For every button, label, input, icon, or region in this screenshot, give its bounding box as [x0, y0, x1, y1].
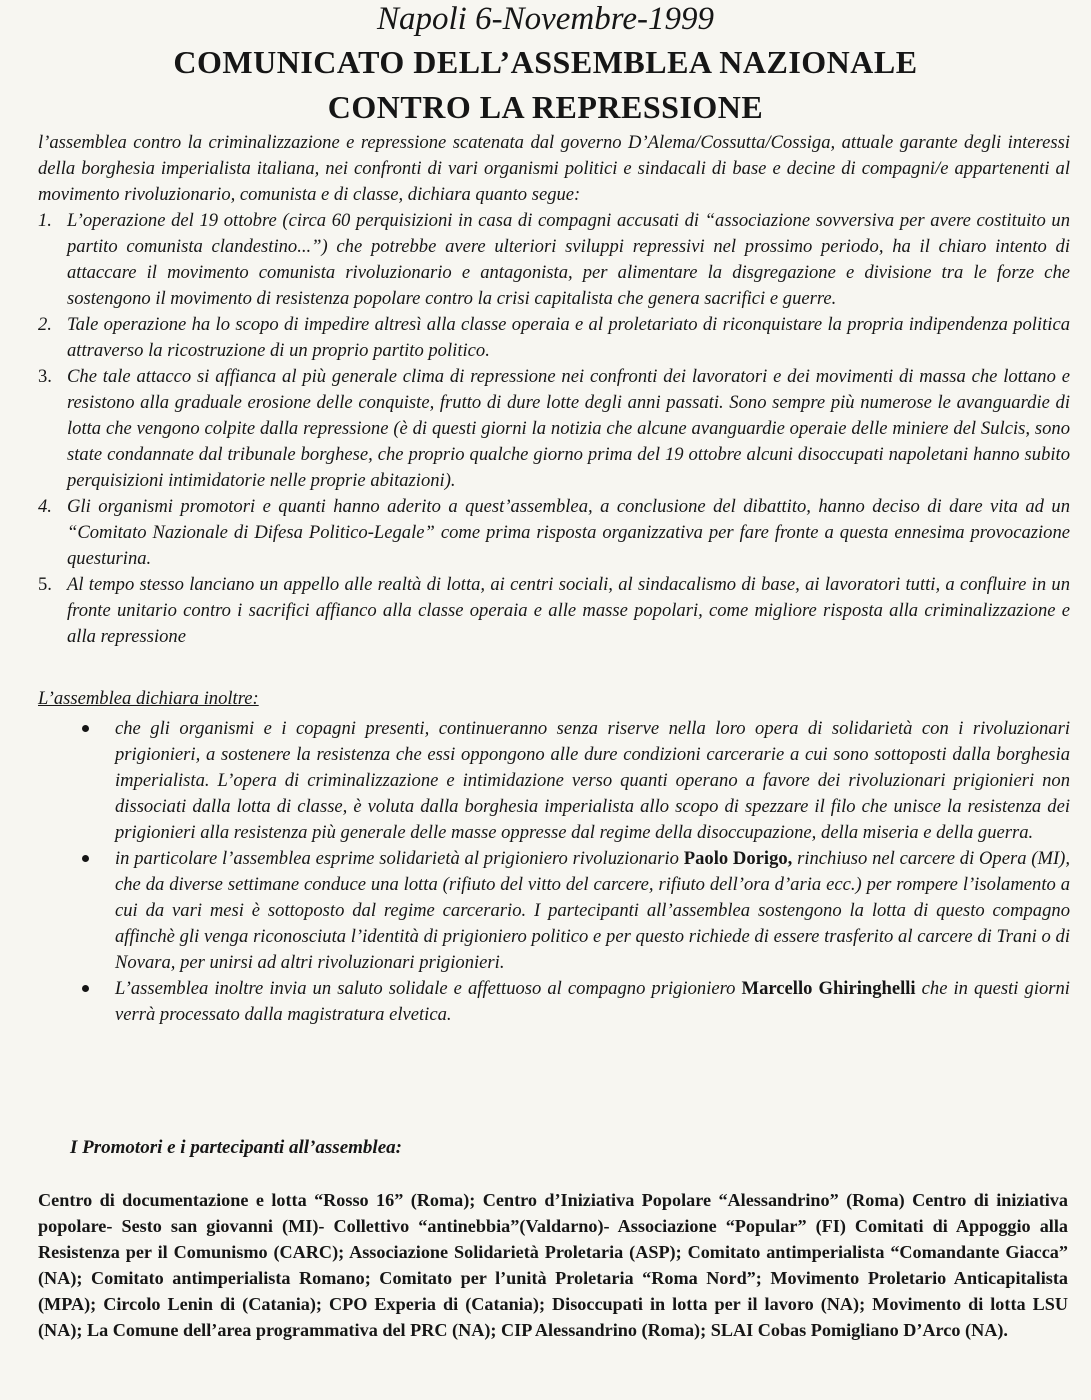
- point-item: [38, 208, 1070, 312]
- point-item: [38, 572, 1070, 650]
- declaration-text-before: in particolare l’assemblea esprime solidarietà al prigioniero rivoluzionario: [115, 848, 684, 869]
- point-text: Che tale attacco si affianca al più generale clima di repressione nei confronti dei lavoratori e dei movimenti di massa che lottano e resistono alla graduale erosione delle conquiste, frutto di dure lotte degli anni passati. Sono sempre più numerose le avanguardie di lotta che vengono colpite dalla repressione (è di questi giorni la notizia che alcune avanguardie operaie delle miniere del Sulcis, sono state condannate dal tribunale borghese, che proprio qualche giorno prima del 19 ottobre alcuni disoccupati napoletani hanno subito perquisizioni intimidatorie nelle proprie abitazioni).: [67, 366, 1070, 491]
- document-date-line: Napoli 6-Novembre-1999: [377, 1, 714, 37]
- point-number: 5.: [38, 574, 52, 595]
- declaration-text: che gli organismi e i copagni presenti, continueranno senza riserve nella loro opera di solidarietà con i rivoluzionari prigionieri, a sostenere la resistenza che essi oppongono alle dure condizioni carcerarie a cui sono sottoposti dalla borghesia imperialista. L’opera di criminalizzazione e intimidazione verso quanti operano a favore dei rivoluzionari prigionieri non dissociati dalla lotta di classe, è voluta dalla borghesia imperialista allo scopo di spezzare il filo che unisce la resistenza dei prigionieri alla resistenza più generale delle masse oppresse dal regime della disoccupazione, della miseria e della guerra.: [115, 718, 1070, 843]
- bullet-icon: [82, 855, 89, 862]
- declaration-item: [38, 846, 1070, 976]
- prisoner-name: Marcello Ghiringhelli: [741, 978, 916, 999]
- promoters-heading: I Promotori e i partecipanti all’assemblea:: [70, 1137, 402, 1158]
- point-number: 2.: [38, 314, 52, 335]
- point-number: 1.: [38, 210, 52, 231]
- point-text: Al tempo stesso lanciano un appello alle realtà di lotta, ai centri sociali, al sindacalismo di base, ai lavoratori tutti, a confluire in un fronte unitario contro i sacrifici affianco alla classe operaia e alle masse popolari, come migliore risposta alla criminalizzazione e alla repressione: [67, 574, 1070, 647]
- organizations-list: Centro di documentazione e lotta “Rosso 16” (Roma); Centro d’Iniziativa Popolare “Alessandrino” (Roma) Centro di iniziativa popolare- Sesto san giovanni (MI)- Collettivo “antinebbia”(Valdarno)- Associazione “Popular” (FI) Comitati di Appoggio alla Resistenza per il Comunismo (CARC); Associazione Solidarietà Proletaria (ASP); Comitato antimperialista “Comandante Giacca” (NA); Comitato antimperialista Romano; Comitato per l’unità Proletaria “Roma Nord”; Movimento Proletario Anticapitalista (MPA); Circolo Lenin di (Catania); CPO Experia di (Catania); Disoccupati in lotta per il lavoro (NA); Movimento di lotta LSU (NA); La Comune dell’area programmativa del PRC (NA); CIP Alessandrino (Roma); SLAI Cobas Pomigliano D’Arco (NA).: [38, 1190, 1068, 1340]
- point-text: L’operazione del 19 ottobre (circa 60 perquisizioni in casa di compagni accusati di “associazione sovversiva per avere costituito un partito comunista clandestino...”) che potrebbe avere ulteriori sviluppi repressivi nel prossimo periodo, ha il chiaro intento di attaccare il movimento comunista rivoluzionario e antagonista, per alimentare la disgregazione e divisione tra le forze che sostengono il movimento di resistenza popolare contro la crisi capitalista che genera sacrifici e guerre.: [67, 210, 1070, 309]
- document-title-line-2: CONTRO LA REPRESSIONE: [327, 89, 764, 125]
- declaration-item: [38, 716, 1070, 846]
- point-item: [38, 312, 1070, 364]
- dichiara-heading: L’assemblea dichiara inoltre:: [38, 688, 259, 709]
- declaration-text-after: che in questi giorni verrà processato dalla magistratura elvetica.: [115, 978, 1070, 1025]
- point-number: 4.: [38, 496, 52, 517]
- declarations-list: [38, 716, 1070, 1028]
- numbered-points: [38, 208, 1070, 650]
- declaration-text-after: rinchiuso nel carcere di Opera (MI), che da diverse settimane conduce una lotta (rifiuto del vitto del carcere, rifiuto dell’ora d’aria ecc.) per rompere l’isolamento a cui da vari mesi è sottoposto dal regime carcerario. I partecipanti all’assemblea sostengono la lotta di questo compagno affinchè gli venga riconosciuta l’identità di prigioniero politico e per questo richiede di essere trasferito al carcere di Trani o di Novara, per unirsi ad altri rivoluzionari prigionieri.: [115, 848, 1070, 973]
- point-text: Gli organismi promotori e quanti hanno aderito a quest’assemblea, a conclusione del dibattito, hanno deciso di dare vita ad un “Comitato Nazionale di Difesa Politico-Legale” come prima risposta organizzativa per fare fronte a questa ennesima provocazione questurina.: [67, 496, 1070, 569]
- bullet-icon: [82, 725, 89, 732]
- communique-body: [38, 130, 1070, 1028]
- document-title-line-1: COMUNICATO DELL’ASSEMBLEA NAZIONALE: [173, 44, 918, 80]
- point-number: 3.: [38, 366, 52, 387]
- declaration-item: [38, 976, 1070, 1028]
- point-item: [38, 364, 1070, 494]
- point-item: [38, 494, 1070, 572]
- intro-paragraph: l’assemblea contro la criminalizzazione e repressione scatenata dal governo D’Alema/Cossutta/Cossiga, attuale garante degli interessi della borghesia imperialista italiana, nei confronti di vari organismi politici e sindacali di base e decine di compagni/e appartenenti al movimento rivoluzionario, comunista e di classe, dichiara quanto segue:: [38, 132, 1070, 205]
- declaration-text-before: L’assemblea inoltre invia un saluto solidale e affettuoso al compagno prigioniero: [115, 978, 742, 999]
- prisoner-name: Paolo Dorigo,: [683, 848, 793, 869]
- bullet-icon: [82, 985, 89, 992]
- point-text: Tale operazione ha lo scopo di impedire altresì alla classe operaia e al proletariato di riconquistare la propria indipendenza politica attraverso la ricostruzione di un proprio partito politico.: [67, 314, 1070, 361]
